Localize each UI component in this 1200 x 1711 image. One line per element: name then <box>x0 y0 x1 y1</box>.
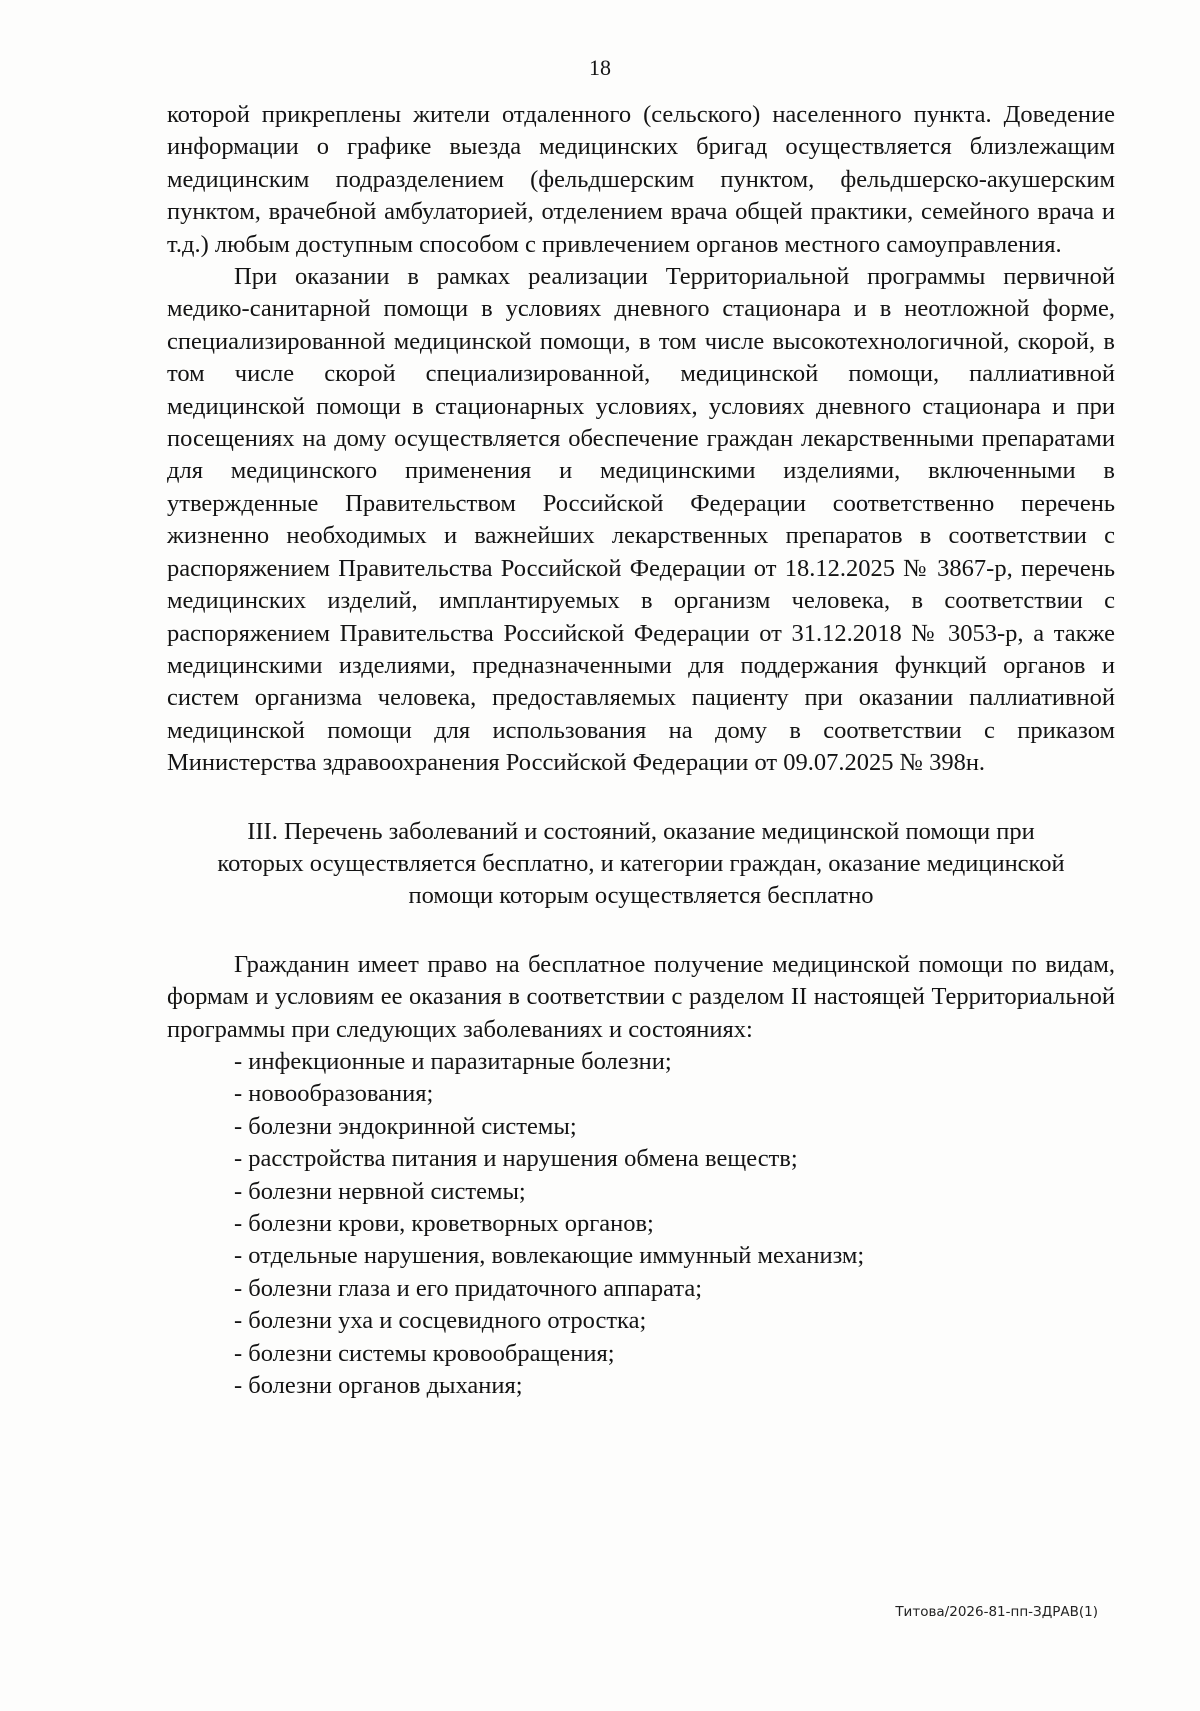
document-code-footer: Титова/2026-81-пп-ЗДРАВ(1) <box>895 1604 1098 1620</box>
list-item: - инфекционные и паразитарные болезни; <box>234 1047 672 1075</box>
paragraph-continuation: которой прикреплены жители отдаленного (сельского) населенного пункта. Доведение информации о графике выезда медицинских бригад осуществляется близлежащим медицинским подразделением (фельдшерским пунктом, фельдшерско-акушерским пунктом, врачебной амбулаторией, отделением врача общей практики, семейного врача и т.д.) любым доступным способом с привлечением органов местного самоуправления. <box>167 101 1115 258</box>
list-item: - болезни крови, кроветворных органов; <box>234 1210 654 1237</box>
document-body <box>167 99 1115 1402</box>
list-item: - отдельные нарушения, вовлекающие иммунный механизм; <box>234 1242 865 1270</box>
list-item: - расстройства питания и нарушения обмена веществ; <box>234 1145 798 1173</box>
section-heading: III. Перечень заболеваний и состояний, оказание медицинской помощи при которых осуществляется бесплатно, и категории граждан, оказание медицинской помощи которым осуществляется бесплатно <box>217 817 1065 910</box>
paragraph-drug-provision: При оказании в рамках реализации Территориальной программы первичной медико-санитарной помощи в условиях дневного стационара и в неотложной форме, специализированной медицинской помощи, в том числе высокотехнологичной, скорой, в том числе скорой специализированной, медицинской помощи, паллиативной медицинской помощи в стационарных условиях, условиях дневного стационара и при посещениях на дому осуществляется обеспечение граждан лекарственными препаратами для медицинского применения и медицинскими изделиями, включенными в утвержденные Правительством Российской Федерации соответственно перечень жизненно необходимых и важнейших лекарственных препаратов в соответствии с распоряжением Правительства Российской Федерации от 18.12.2025 № 3867-р, перечень медицинских изделий, имплантируемых в организм человека, в соответствии с распоряжением Правительства Российской Федерации от 31.12.2018 № 3053-р, а также медицинскими изделиями, предназначенными для поддержания функций органов и систем организма человека, предоставляемых пациенту при оказании паллиативной медицинской помощи для использования на дому в соответствии с приказом Министерства здравоохранения Российской Федерации от 09.07.2025 № 398н. <box>167 263 1115 777</box>
disease-list <box>167 1046 1115 1402</box>
page-number: 18 <box>589 55 611 80</box>
list-item: - болезни уха и сосцевидного отростка; <box>234 1307 647 1335</box>
paragraph-citizen-rights: Гражданин имеет право на бесплатное получение медицинской помощи по видам, формам и условиям ее оказания в соответствии с разделом II настоящей Территориальной программы при следующих заболеваниях и состояниях: <box>167 950 1115 1043</box>
list-item: - болезни глаза и его придаточного аппарата; <box>234 1274 703 1302</box>
list-item: - болезни нервной системы; <box>234 1177 526 1205</box>
list-item: - болезни эндокринной системы; <box>234 1112 577 1140</box>
list-item: - новообразования; <box>234 1080 434 1108</box>
list-item: - болезни системы кровообращения; <box>234 1339 615 1367</box>
list-item: - болезни органов дыхания; <box>234 1372 523 1400</box>
